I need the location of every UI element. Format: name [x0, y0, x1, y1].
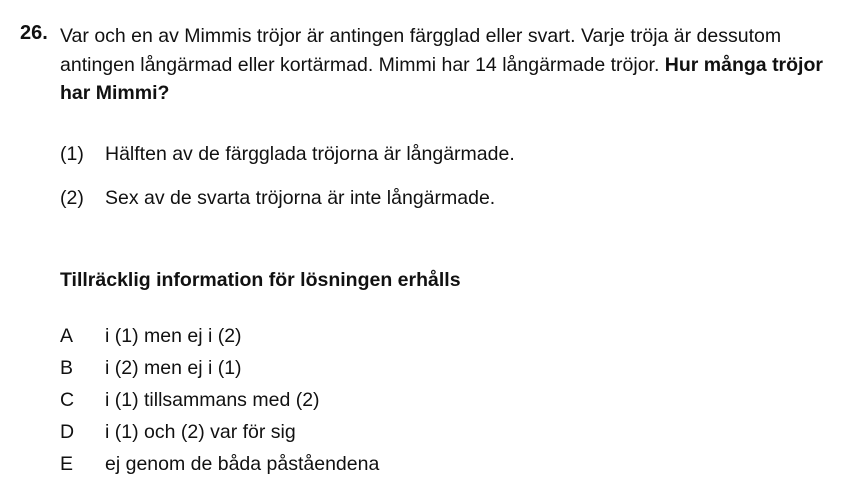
statement-text: Sex av de svarta tröjorna är inte långärmade. — [105, 187, 496, 209]
question-text-plain: Var och en av Mimmis tröjor är antingen färgglad eller svart. Varje tröja är dessutom antingen långärmad eller kortärmad. Mimmi har 14 långärmade tröjor. — [60, 25, 782, 76]
option-letter: A — [60, 325, 74, 347]
option-letter: E — [60, 453, 74, 475]
question-text-bold: Hur många tröjor har Mimmi? — [60, 53, 823, 104]
option-text: ej genom de båda påståendena — [105, 453, 380, 475]
statement-number: (2) — [60, 187, 84, 209]
option-text: i (1) men ej i (2) — [105, 325, 242, 347]
question-number: 26. — [20, 22, 48, 44]
question-text — [60, 22, 830, 108]
option-text: i (1) och (2) var för sig — [105, 421, 296, 443]
option-letter: D — [60, 421, 75, 443]
option-text: i (2) men ej i (1) — [105, 357, 242, 379]
statement-text: Hälften av de färgglada tröjorna är långärmade. — [105, 143, 515, 165]
statement-number: (1) — [60, 143, 84, 165]
instruction-heading: Tillräcklig information för lösningen erhålls — [60, 269, 461, 291]
option-letter: C — [60, 389, 75, 411]
option-text: i (1) tillsammans med (2) — [105, 389, 320, 411]
option-letter: B — [60, 357, 74, 379]
